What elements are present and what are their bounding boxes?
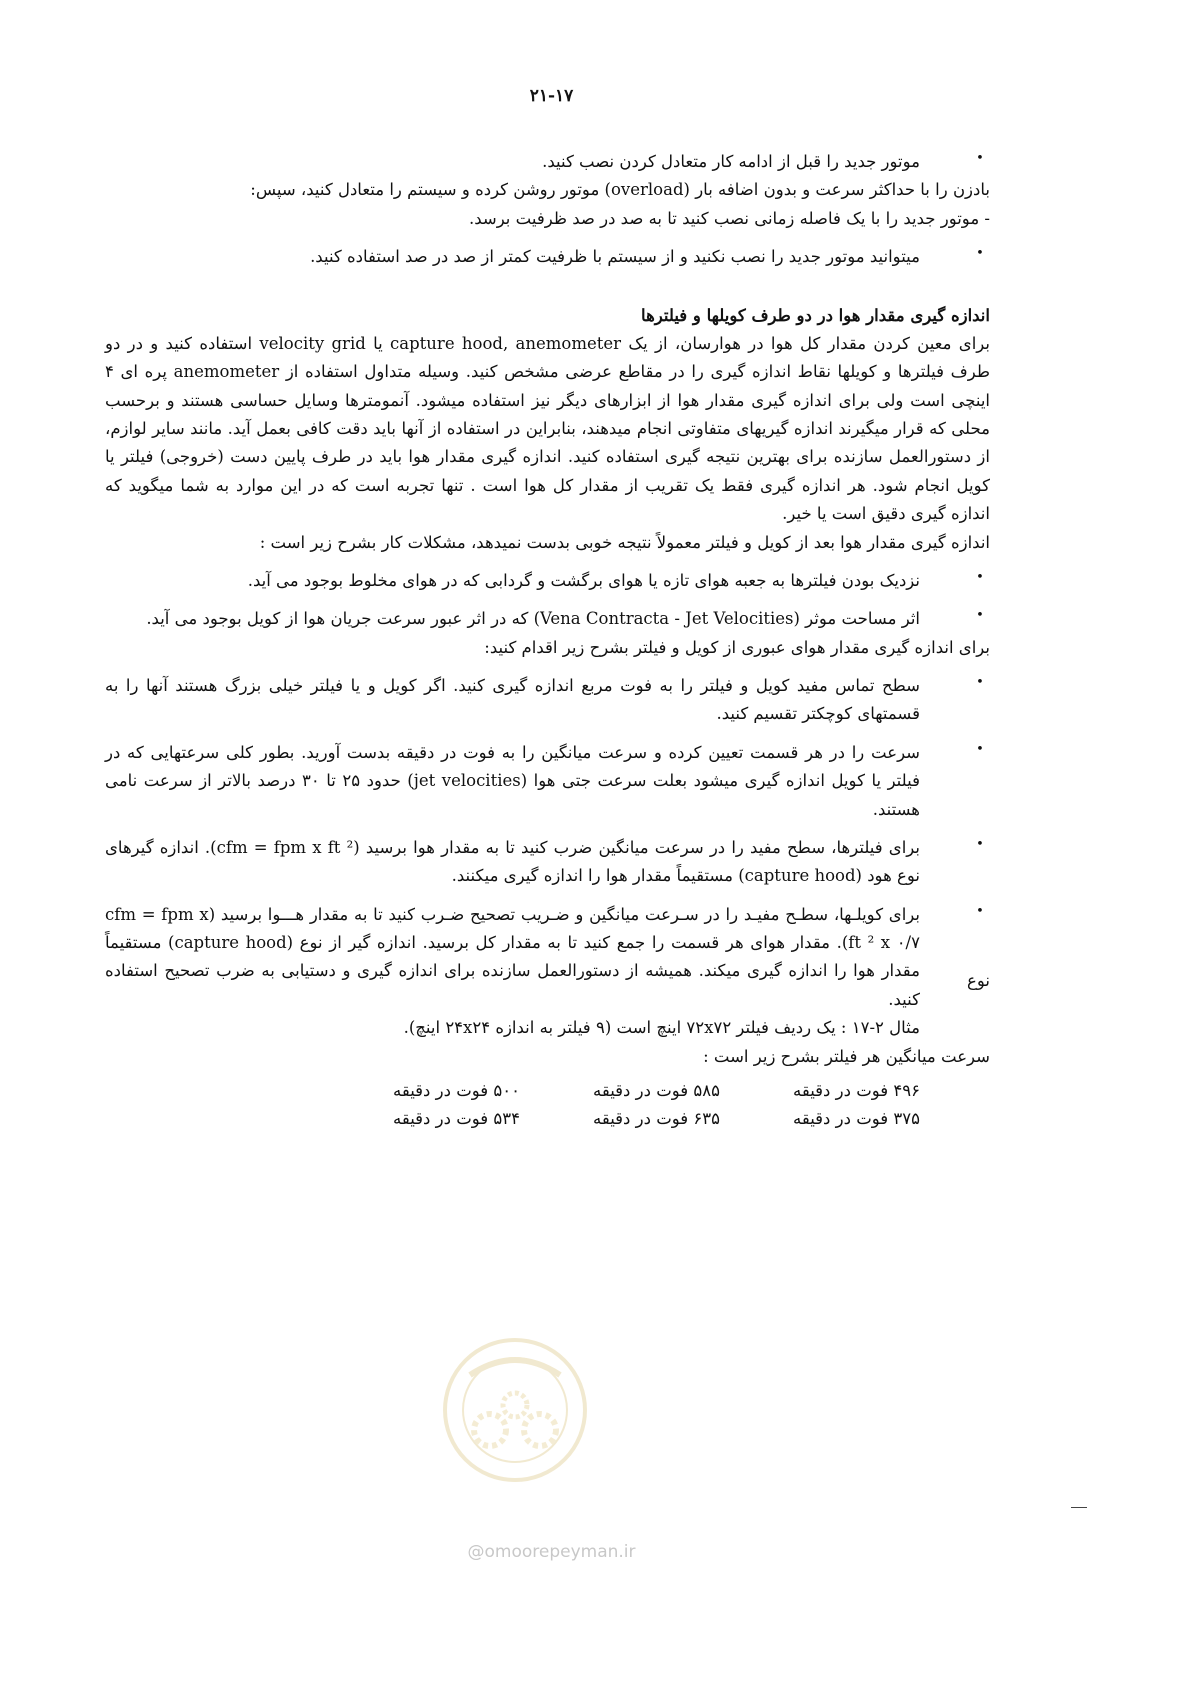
list-item-text: برای کویلـها، سطـح مفیـد را در سـرعت میانگین و ضـریب تصحیح ضـرب کنید تا به مقدار هـــوا برسید (cfm = fpm x ft ² x ۰/۷). مقدار هوای هر قسمت را جمع کنید تا به مقدار کل برسید. اندازه گیر از نوع (capture hood) مستقیماً مقدار هوا را اندازه گیری میکند. همیشه از دستورالعمل سازنده برای اندازه گیری و دستیابی به ضرب تصحیح استفاده کنید.: [105, 904, 920, 1009]
speed-value: ۵۳۴ فوت در دقیقه: [393, 1109, 520, 1129]
list-item-text: سرعت را در هر قسمت تعیین کرده و سرعت میانگین را به فوت در دقیقه بدست آورید. بطور کلی سرعتهایی که در فیلتر یا کویل اندازه گیری میشود بعلت سرعت جتی هوا (jet velocities) حدود ۲۵ تا ۳۰ درصد بالاتر از سرعت نامی هستند.: [105, 742, 920, 819]
speed-value: ۳۷۵ فوت در دقیقه: [793, 1109, 920, 1129]
watermark-seal-icon: [440, 1335, 590, 1485]
list-item: [105, 834, 990, 891]
speed-value: ۵۰۰ فوت در دقیقه: [393, 1080, 520, 1100]
list-item: [105, 605, 990, 633]
list-item-text: سطح تماس مفید کویل و فیلتر را به فوت مربع اندازه گیری کنید. اگر کویل و یا فیلتر خیلی بزرگ هستند آنها را به قسمتهای کوچکتر تقسیم کنید.: [105, 676, 920, 724]
paragraph: برای اندازه گیری مقدار هوای عبوری از کویل و فیلتر بشرح زیر اقدام کنید:: [484, 637, 990, 657]
list-item-text: میتوانید موتور جدید را نصب نکنید و از سیستم با ظرفیت کمتر از صد در صد استفاده کنید.: [310, 247, 920, 267]
bullet-icon: •: [976, 569, 984, 585]
paragraph: اندازه گیری مقدار هوا بعد از کویل و فیلتر معمولاً نتیجه خوبی بدست نمیدهد، مشکلات کار بشرح زیر است :: [259, 532, 990, 552]
page-body: [105, 148, 990, 1134]
list-item-text: برای فیلترها، سطح مفید را در سرعت میانگین ضرب کنید تا به مقدار هوا برسید (cfm = fpm x ft ²). اندازه گیرهای نوع هود (capture hood) مستقیماً مقدار هوا را اندازه گیری میکنند.: [105, 837, 920, 886]
list-item: [105, 567, 990, 595]
bullet-icon: •: [976, 151, 984, 166]
list-item-text: اثر مساحت موثر (Vena Contracta - Jet Velocities) که در اثر عبور سرعت جریان هوا از کویل بوجود می آید.: [146, 609, 920, 629]
bullet-icon: •: [976, 836, 984, 852]
list-item-text: موتور جدید را قبل از ادامه کار متعادل کردن نصب کنید.: [542, 152, 920, 171]
page-number: ١٧-٢١: [529, 86, 574, 106]
list-item: [105, 148, 990, 176]
list-item: [105, 739, 990, 824]
speed-value: ۵۸۵ فوت در دقیقه: [593, 1080, 720, 1100]
bullet-icon: •: [976, 608, 984, 624]
list-item: [105, 243, 990, 271]
example-line: مثال ۲-۱۷ : یک ردیف فیلتر ۷۲x۷۲ اینچ است (۹ فیلتر به اندازه ۲۴x۲۴ اینچ).: [403, 1018, 920, 1038]
speed-values-table: [105, 1077, 920, 1134]
margin-mark: [1071, 1507, 1087, 1508]
paragraph: بادزن را با حداکثر سرعت و بدون اضافه بار (overload) موتور روشن کرده و سیستم را متعادل کنید، سپس:: [250, 180, 990, 200]
list-item: [105, 901, 990, 1015]
margin-word: نوع: [967, 970, 990, 990]
speed-value: ۶۳۵ فوت در دقیقه: [593, 1109, 720, 1129]
bullet-icon: •: [976, 246, 984, 262]
paragraph: - موتور جدید را با یک فاصله زمانی نصب کنید تا به صد در صد ظرفیت برسد.: [468, 208, 990, 228]
footer-watermark-url: @omoorepeyman.ir: [467, 1542, 636, 1562]
list-item-text: نزدیک بودن فیلترها به جعبه هوای تازه یا هوای برگشت و گردابی که در هوای مخلوط بوجود می آید.: [247, 570, 920, 590]
section-heading: اندازه گیری مقدار هوا در دو طرف کویلها و فیلترها: [641, 305, 990, 325]
bullet-icon: •: [976, 741, 984, 757]
paragraph: برای معین کردن مقدار کل هوا در هوارسان، از یک capture hood, anemometer یا velocity grid استفاده کنید و در دو طرف فیلترها و کویلها نقاط اندازه گیری را در مقاطع عرضی مشخص کنید. وسیله متداول استفاده از anemometer پره ای ۴ اینچی است ولی برای اندازه گیری مقدار هوا از ابزارهای دیگر نیز استفاده میشود. آنمومترها وسایل حساسی هستند و برحسب محلی که قرار میگیرند اندازه گیریهای متفاوتی انجام میدهند، بنابراین در استفاده از آنها باید دقت کافی بعمل آید. مانند سایر لوازم، از دستورالعمل سازنده برای بهترین نتیجه گیری استفاده کنید. اندازه گیری مقدار هوا باید در طرف پایین دست (خروجی) فیلتر یا کویل انجام شود. هر اندازه گیری فقط یک تقریب از مقدار کل هوا است . تنها تجربه است که در این موارد به شما میگوید که اندازه گیری دقیق است یا خیر.: [105, 333, 991, 524]
list-item: [105, 672, 990, 729]
bullet-icon: •: [976, 903, 984, 919]
bullet-icon: •: [976, 675, 984, 690]
speed-value: ۴۹۶ فوت در دقیقه: [793, 1080, 920, 1100]
paragraph: سرعت میانگین هر فیلتر بشرح زیر است :: [703, 1046, 990, 1066]
